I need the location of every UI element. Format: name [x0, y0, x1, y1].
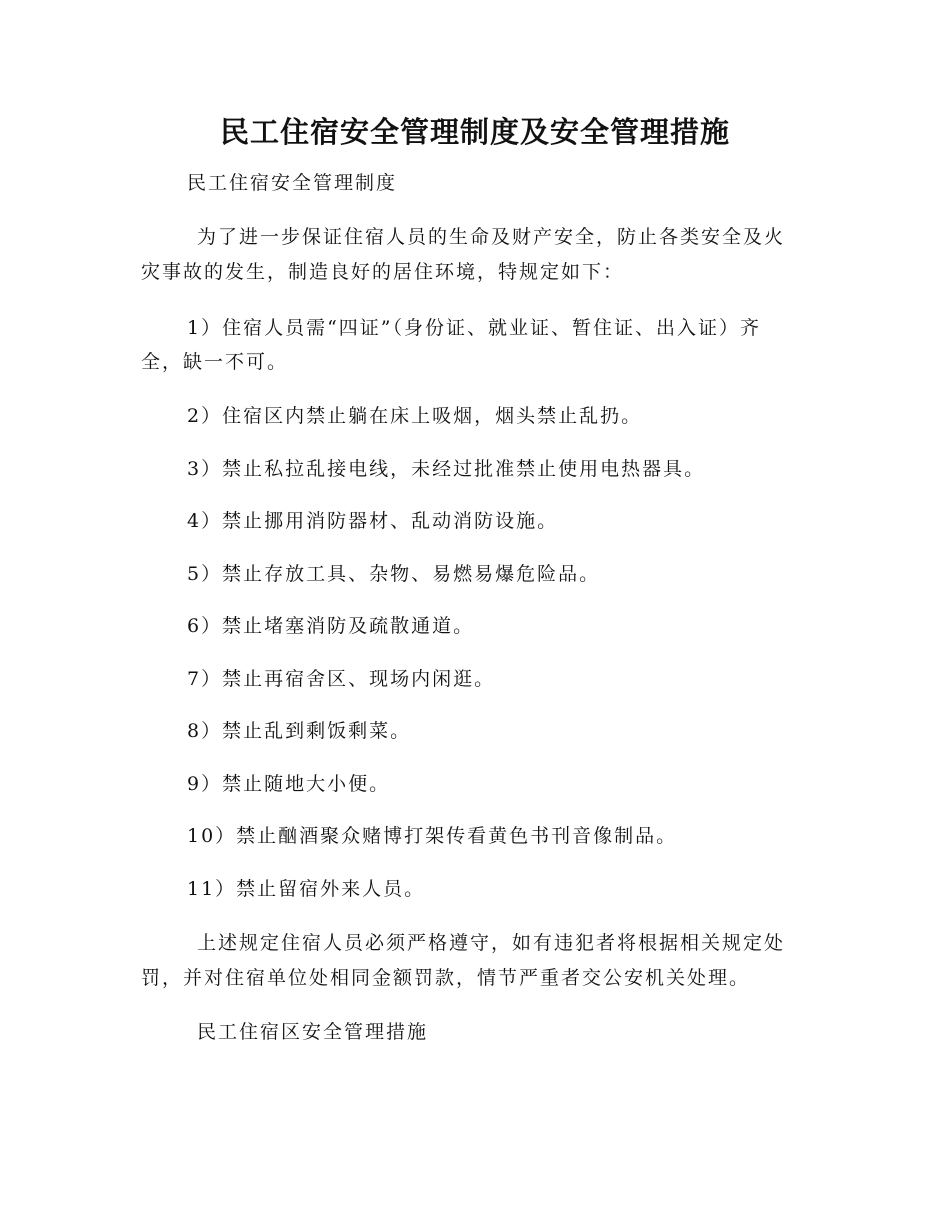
closing-paragraph-line-2: 罚，并对住宿单位处相同金额罚款，情节严重者交公安机关处理。: [141, 967, 751, 989]
document-title: 民工住宿安全管理制度及安全管理措施: [219, 115, 730, 149]
rule-1-line-1: 1）住宿人员需“四证”（身份证、就业证、暂住证、出入证）齐: [187, 317, 762, 339]
section-heading-regulations: 民工住宿安全管理制度: [187, 172, 398, 194]
rule-10: 10）禁止酗酒聚众赌博打架传看黄色书刊音像制品。: [187, 825, 678, 847]
section-heading-measures: 民工住宿区安全管理措施: [197, 1021, 429, 1043]
rule-8: 8）禁止乱到剩饭剩菜。: [187, 720, 412, 742]
rule-6: 6）禁止堵塞消防及疏散通道。: [187, 615, 475, 637]
rule-4: 4）禁止挪用消防器材、乱动消防设施。: [187, 510, 559, 532]
rule-11: 11）禁止留宿外来人员。: [187, 878, 426, 900]
intro-paragraph-line-1: 为了进一步保证住宿人员的生命及财产安全，防止各类安全及火: [197, 226, 786, 248]
rule-7: 7）禁止再宿舍区、现场内闲逛。: [187, 668, 496, 690]
rule-3: 3）禁止私拉乱接电线，未经过批准禁止使用电热器具。: [187, 458, 706, 480]
rule-1-line-2: 全，缺一不可。: [141, 351, 289, 373]
rule-9: 9）禁止随地大小便。: [187, 773, 391, 795]
rule-5: 5）禁止存放工具、杂物、易燃易爆危险品。: [187, 563, 601, 585]
rule-2: 2）住宿区内禁止躺在床上吸烟，烟头禁止乱扔。: [187, 405, 643, 427]
closing-paragraph-line-1: 上述规定住宿人员必须严格遵守，如有违犯者将根据相关规定处: [197, 932, 786, 954]
intro-paragraph-line-2: 灾事故的发生，制造良好的居住环境，特规定如下：: [141, 261, 625, 283]
